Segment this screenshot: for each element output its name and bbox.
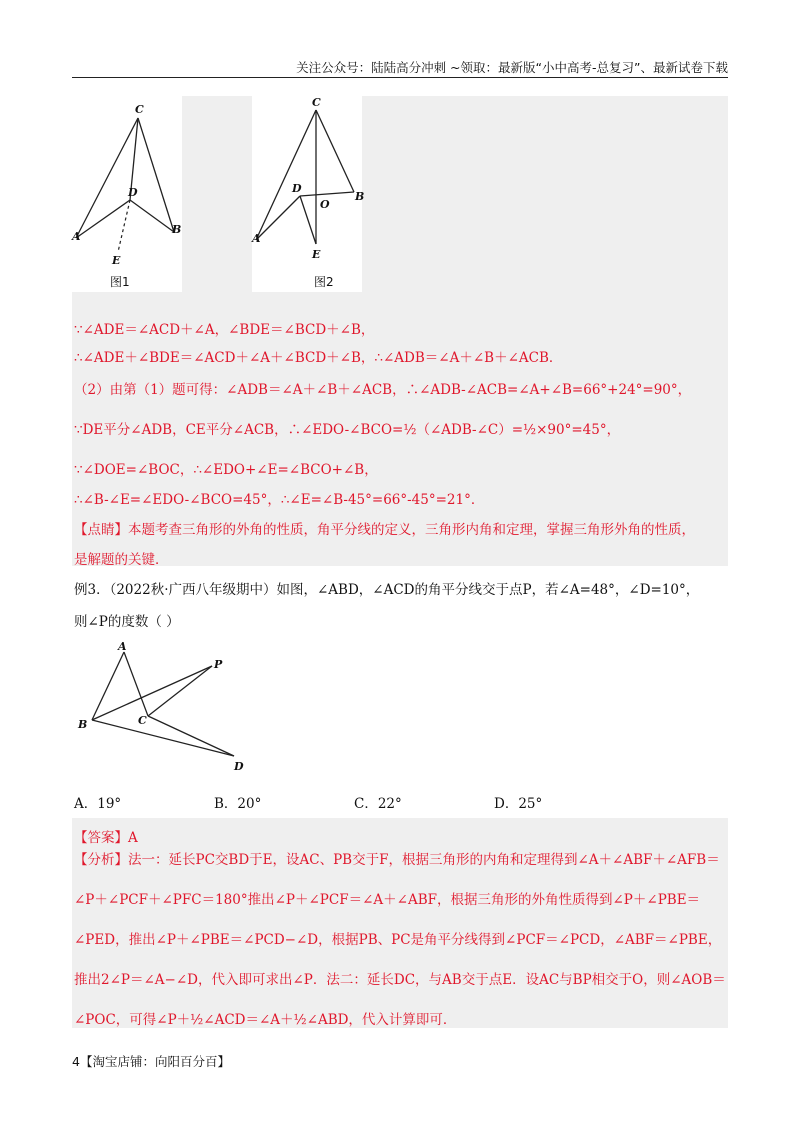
svg-text:A: A <box>118 640 127 653</box>
example-question-line-1: 例3．（2022秋·广西八年级期中）如图，∠ABD，∠ACD的角平分线交于点P，若∠A=48°，∠D=10°， <box>74 582 700 598</box>
svg-text:C: C <box>135 103 144 116</box>
svg-text:B: B <box>355 190 365 203</box>
page-header: 关注公众号：陆陆高分冲刺 ~领取：最新版“小中高考-总复习”、最新试卷下载 <box>296 60 728 75</box>
comment-line-1: 【点睛】本题考查三角形的外角的性质，角平分线的定义，三角形内角和定理，掌握三角形外角的性质， <box>74 522 695 538</box>
svg-text:A: A <box>252 232 261 245</box>
figure-2-caption: 图2 <box>314 275 334 289</box>
solution-line-4: ∵DE平分∠ADB，CE平分∠ACB，∴∠EDO-∠BCO=½（∠ADB-∠C）=½×90°=45°， <box>74 422 621 438</box>
solution-line-3: （2）由第（1）题可得：∠ADB＝∠A＋∠B＋∠ACB，∴∠ADB-∠ACB=∠A+∠B=66°+24°=90°， <box>74 382 692 398</box>
svg-text:E: E <box>112 254 121 267</box>
svg-text:B: B <box>78 718 88 731</box>
svg-text:D: D <box>234 760 244 773</box>
svg-text:D: D <box>128 186 138 199</box>
figure-1-caption: 图1 <box>110 275 130 289</box>
figure-2 <box>252 96 365 292</box>
option-a: A．19° <box>74 796 122 812</box>
option-d: D．25° <box>494 796 543 812</box>
svg-text:C: C <box>138 714 147 727</box>
page-footer: 4【淘宝店铺：向阳百分百】 <box>72 1054 230 1069</box>
solution-line-1: ∵∠ADE＝∠ACD＋∠A，∠BDE＝∠BCD＋∠B， <box>74 322 375 338</box>
figure-1 <box>72 96 182 292</box>
solution-line-5: ∵∠DOE=∠BOC，∴∠EDO+∠E=∠BCO+∠B， <box>74 462 378 478</box>
answer: 【答案】A <box>74 830 138 846</box>
option-c: C．22° <box>354 796 402 812</box>
svg-text:B: B <box>172 223 182 236</box>
svg-text:P: P <box>214 658 223 671</box>
svg-text:E: E <box>312 248 321 261</box>
svg-text:C: C <box>312 96 321 109</box>
example-figure <box>72 636 262 776</box>
option-b: B．20° <box>214 796 262 812</box>
svg-text:O: O <box>320 198 330 211</box>
svg-text:D: D <box>292 182 302 195</box>
example-question-line-2: 则∠P的度数（ ） <box>74 614 180 630</box>
svg-text:A: A <box>72 230 81 243</box>
solution-line-2: ∴∠ADE＋∠BDE＝∠ACD＋∠A＋∠BCD＋∠B，∴∠ADB＝∠A＋∠B＋∠ACB． <box>74 350 563 366</box>
header-rule <box>72 77 728 78</box>
solution-line-6: ∴∠B-∠E=∠EDO-∠BCO=45°，∴∠E=∠B-45°=66°-45°=21°． <box>74 492 485 508</box>
analysis: 【分析】法一：延长PC交BD于E，设AC、PB交于F，根据三角形的内角和定理得到∠A＋∠ABF＋∠AFB＝∠P＋∠PCF＋∠PFC＝180°推出∠P＋∠PCF＝∠A＋∠ABF，根据三角形的外角性质得到∠P＋∠PBE＝∠PED，推出∠P＋∠PBE＝∠PCD−∠D，根据PB、PC是角平分线得到∠PCF＝∠PCD，∠ABF＝∠PBE，推出2∠P＝∠A−∠D，代入即可求出∠P．法二：延长DC，与AB交于点E．设AC与BP相交于O，则∠AOB＝∠POC，可得∠P＋½∠ACD＝∠A＋½∠ABD，代入计算即可． <box>74 852 726 1028</box>
comment-line-2: 是解题的关键． <box>74 552 169 568</box>
